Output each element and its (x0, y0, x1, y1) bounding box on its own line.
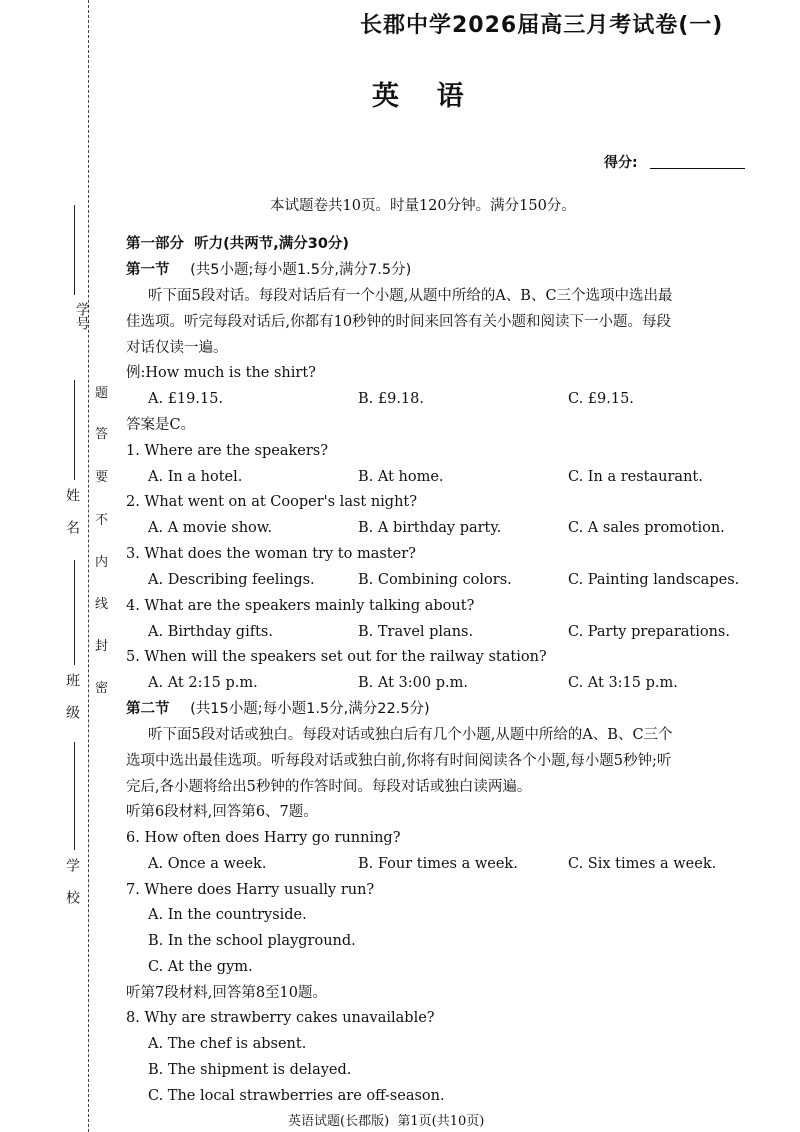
exam-title: 长郡中学2026届高三月考试卷(一) (360, 13, 724, 38)
section2-title: 第二节 (126, 701, 170, 717)
seal-char: 密 (95, 681, 109, 696)
q7-option-c: C. At the gym. (148, 959, 253, 975)
class-label: 班级 (64, 673, 80, 737)
school-fill-line (74, 742, 75, 850)
example-question: 例:How much is the shirt? (126, 365, 316, 381)
question-3: 3. What does the woman try to master? (126, 546, 416, 562)
seal-char: 题 (95, 386, 109, 401)
school-label: 学校 (64, 858, 80, 922)
q4-option-c: C. Party preparations. (568, 624, 730, 640)
q4-option-a: A. Birthday gifts. (148, 624, 273, 640)
q2-option-b: B. A birthday party. (358, 520, 502, 536)
instruction-line: 听下面5段对话。每段对话后有一个小题,从题中所给的A、B、C三个选项中选出最 (148, 288, 673, 304)
section2-heading (126, 700, 430, 718)
question-8: 8. Why are strawberry cakes unavailable? (126, 1010, 435, 1026)
q5-option-a: A. At 2:15 p.m. (148, 675, 258, 691)
part1-title: 第一部分 听力(共两节,满分30分) (126, 236, 350, 252)
example-option-a: A. £19.15. (148, 391, 224, 407)
material-7-note: 听第7段材料,回答第8至10题。 (126, 985, 328, 1001)
seal-char: 封 (95, 639, 109, 654)
binding-dashed-line (88, 0, 89, 1132)
example-answer: 答案是C。 (126, 417, 196, 433)
q5-option-c: C. At 3:15 p.m. (568, 675, 678, 691)
instruction-line: 佳选项。听完每段对话后,你都有10秒钟的时间来回答有关小题和阅读下一小题。每段 (126, 314, 672, 330)
material-6-note: 听第6段材料,回答第6、7题。 (126, 804, 318, 820)
section1-heading (126, 261, 411, 279)
q8-option-c: C. The local strawberries are off-season. (148, 1088, 445, 1104)
example-option-b: B. £9.18. (358, 391, 424, 407)
instruction-line: 完后,各小题将给出5秒钟的作答时间。每段对话或独白读两遍。 (126, 779, 532, 795)
instruction-line: 对话仅读一遍。 (126, 340, 228, 356)
example-option-c: C. £9.15. (568, 391, 634, 407)
seal-char: 不 (95, 513, 109, 528)
class-fill-line (74, 560, 75, 665)
question-4: 4. What are the speakers mainly talking about? (126, 598, 475, 614)
section1-note: (共5小题;每小题1.5分,满分7.5分) (190, 262, 412, 278)
question-2: 2. What went on at Cooper's last night? (126, 494, 418, 510)
q3-option-b: B. Combining colors. (358, 572, 512, 588)
q6-option-c: C. Six times a week. (568, 856, 717, 872)
question-6: 6. How often does Harry go running? (126, 830, 401, 846)
instruction-line: 选项中选出最佳选项。听每段对话或独白前,你将有时间阅读各个小题,每小题5秒钟;听 (126, 753, 672, 769)
instruction-line: 听下面5段对话或独白。每段对话或独白后有几个小题,从题中所给的A、B、C三个 (148, 727, 673, 743)
q5-option-b: B. At 3:00 p.m. (358, 675, 468, 691)
student-id-fill-line (74, 205, 75, 295)
name-label: 姓名 (64, 488, 80, 552)
question-1: 1. Where are the speakers? (126, 443, 328, 459)
seal-char: 答 (95, 427, 109, 442)
q1-option-b: B. At home. (358, 469, 444, 485)
score-fill-line (650, 168, 745, 169)
q6-option-b: B. Four times a week. (358, 856, 518, 872)
question-7: 7. Where does Harry usually run? (126, 882, 375, 898)
q7-option-a: A. In the countryside. (148, 907, 307, 923)
score-label: 得分: (604, 155, 638, 171)
seal-char: 线 (95, 597, 109, 612)
q3-option-a: A. Describing feelings. (148, 572, 315, 588)
q8-option-b: B. The shipment is delayed. (148, 1062, 352, 1078)
q8-option-a: A. The chef is absent. (148, 1036, 307, 1052)
q1-option-c: C. In a restaurant. (568, 469, 703, 485)
student-id-label: 学号 (74, 302, 90, 330)
subject-title: 英 语 (372, 81, 464, 112)
q6-option-a: A. Once a week. (148, 856, 267, 872)
section2-note: (共15小题;每小题1.5分,满分22.5分) (190, 701, 430, 717)
seal-char: 内 (95, 555, 109, 570)
q2-option-a: A. A movie show. (148, 520, 273, 536)
q4-option-b: B. Travel plans. (358, 624, 474, 640)
exam-notice: 本试题卷共10页。时量120分钟。满分150分。 (270, 198, 576, 214)
q7-option-b: B. In the school playground. (148, 933, 356, 949)
page-footer: 英语试题(长郡版) 第1页(共10页) (288, 1114, 485, 1129)
seal-char: 要 (95, 470, 109, 485)
question-5: 5. When will the speakers set out for the railway station? (126, 649, 547, 665)
section1-title: 第一节 (126, 262, 170, 278)
q2-option-c: C. A sales promotion. (568, 520, 725, 536)
q1-option-a: A. In a hotel. (148, 469, 243, 485)
q3-option-c: C. Painting landscapes. (568, 572, 740, 588)
name-fill-line (74, 380, 75, 480)
